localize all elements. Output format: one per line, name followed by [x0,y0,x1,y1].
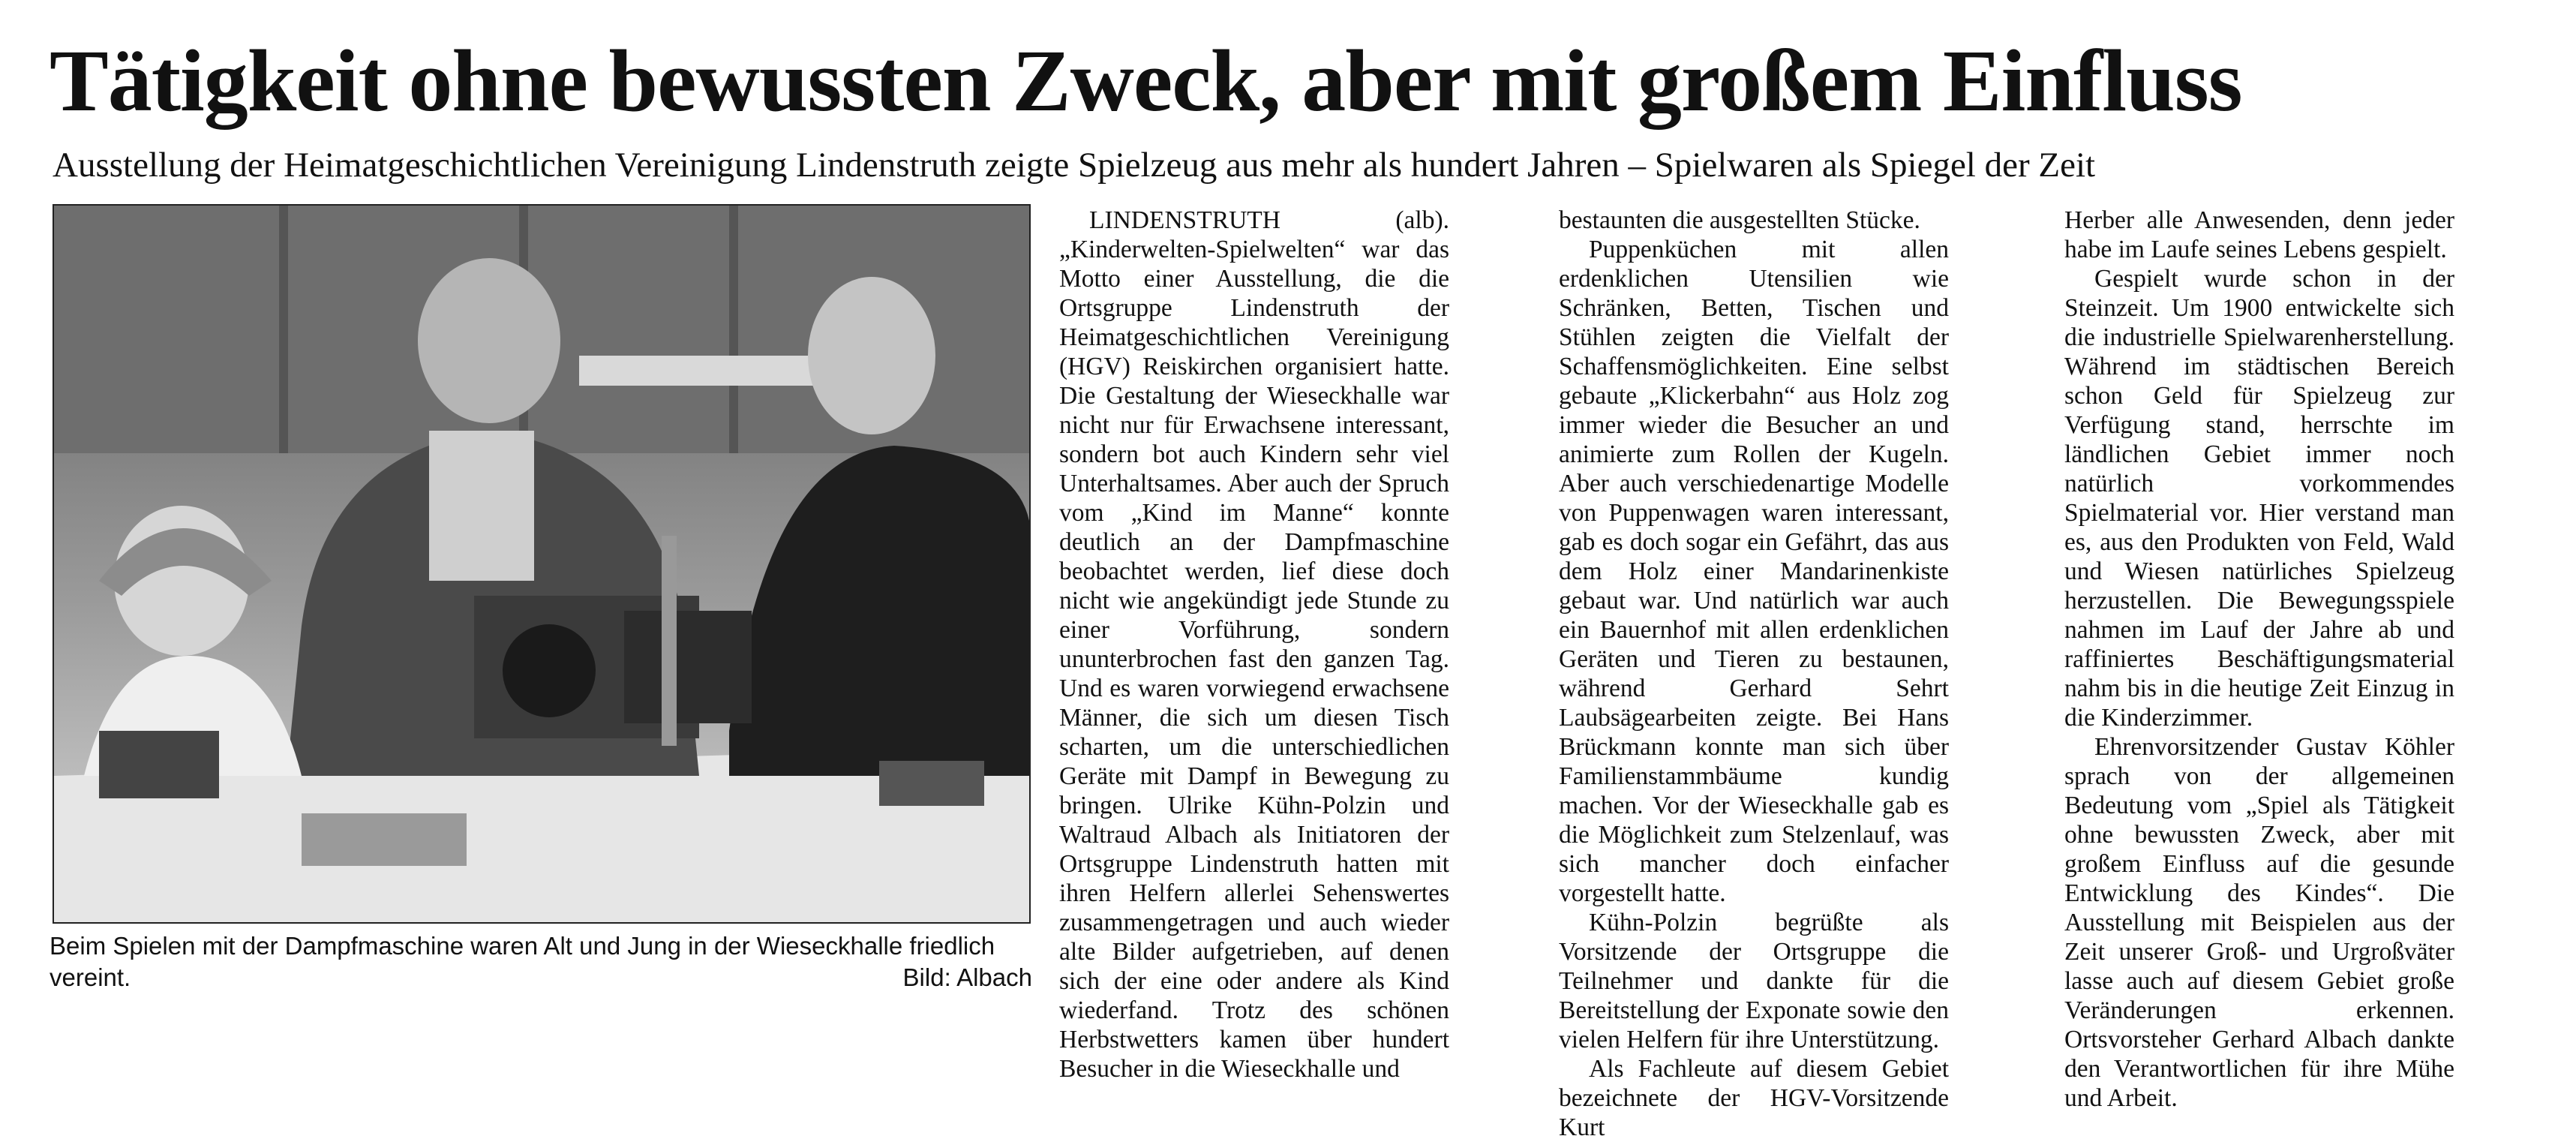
article-column-2 [1559,206,1949,1142]
subheadline: Ausstellung der Heimatgeschichtlichen Vereinigung Lindenstruth zeigte Spielzeug aus mehr als hundert Jahren – Spielwaren als Spiegel der Zeit [53,146,2096,185]
photo-caption-block [50,930,1032,993]
photo-credit: Bild: Albach [902,963,1032,991]
article-photo [53,204,1031,924]
paragraph: Puppenküchen mit allen erdenklichen Utensilien wie Schränken, Betten, Tischen und Stühlen zeigten die Vielfalt der Schaffensmöglichkeiten. Eine selbst gebaute „Klickerbahn“ aus Holz zog immer wieder die Besucher an und animierte zum Rollen der Kugeln. Aber auch verschiedenartige Modelle von Puppenwagen waren interessant, gab es doch sogar ein Gefährt, das aus dem Holz einer Mandarinenkiste gebaut war. Und natürlich war auch ein Bauernhof mit allen erdenklichen Geräten und Tieren zu bestaunen, während Gerhard Sehrt Laubsägearbeiten zeigte. Bei Hans Brückmann konnte man sich über Familienstammbäume kundig machen. Vor der Wieseckhalle gab es die Möglichkeit zum Stelzenlauf, was sich mancher doch einfacher vorgestellt hatte. [1559,236,1949,907]
paragraph: Ehrenvorsitzender Gustav Köhler sprach von der allgemeinen Bedeutung vom „Spiel als Tätigkeit ohne bewussten Zweck, aber mit großem Einfluss auf die gesunde Entwicklung des Kindes“. Die Ausstellung mit Beispielen aus der Zeit unserer Groß- und Urgroßväter lasse auch auf diesem Gebiet große Veränderungen erkennen. Ortsvorsteher Gerhard Albach dankte den Verantwortlichen für ihre Mühe und Arbeit. [2064,733,2454,1112]
photo-caption: Beim Spielen mit der Dampfmaschine waren Alt und Jung in der Wieseckhalle friedlich vereint. [50,932,995,991]
paragraph: LINDENSTRUTH (alb). „Kinderwelten-Spielwelten“ war das Motto einer Ausstellung, die die Ortsgruppe Lindenstruth der Heimatgeschichtlichen Vereinigung (HGV) Reiskirchen organisiert hatte. Die Gestaltung der Wieseckhalle war nicht nur für Erwachsene interessant, sondern bot auch Kindern sehr viel Unterhaltsames. Aber auch der Spruch vom „Kind im Manne“ konnte deutlich an der Dampfmaschine beobachtet werden, lief diese doch nicht wie angekündigt jede Stunde zu einer Vorführung, sondern ununterbrochen fast den ganzen Tag. Und es waren vorwiegend erwachsene Männer, die sich um diesen Tisch scharten, um die unterschiedlichen Geräte mit Dampf in Bewegung zu bringen. Ulrike Kühn-Polzin und Waltraud Albach als Initiatoren der Ortsgruppe Lindenstruth hatten mit ihren Helfern allerlei Sehenswertes zusammengetragen und auch wieder alte Bilder aufgetrieben, auf denen sich der eine oder andere als Kind wiederfand. Trotz des schönen Herbstwetters kamen über hundert Besucher in die Wieseckhalle und [1059,206,1449,1083]
article-column-3 [2064,206,2454,1113]
article-column-1 [1059,206,1449,1083]
paragraph: Gespielt wurde schon in der Steinzeit. Um 1900 entwickelte sich die industrielle Spielwarenherstellung. Während im städtischen Bereich schon Geld für Spielzeug zur Verfügung stand, herrschte im ländlichen Gebiet immer noch natürlich vorkommendes Spielmaterial vor. Hier verstand man es, aus den Produkten von Feld, Wald und Wiesen natürliches Spielzeug herzustellen. Die Bewegungsspiele nahmen im Lauf der Jahre ab und raffiniertes Beschäftigungsmaterial nahm bis in die heutige Zeit Einzug in die Kinderzimmer. [2064,265,2454,732]
paragraph: Als Fachleute auf diesem Gebiet bezeichnete der HGV-Vorsitzende Kurt [1559,1055,1949,1141]
paragraph: Herber alle Anwesenden, denn jeder habe im Laufe seines Lebens gespielt. [2064,206,2454,263]
headline: Tätigkeit ohne bewussten Zweck, aber mit großem Einfluss [50,32,2242,130]
paragraph: bestaunten die ausgestellten Stücke. [1559,206,1920,234]
photo-illustration [54,206,1029,922]
paragraph: Kühn-Polzin begrüßte als Vorsitzende der Ortsgruppe die Teilnehmer und dankte für die Bereitstellung der Exponate sowie den vielen Helfern für ihre Unterstützung. [1559,909,1949,1053]
